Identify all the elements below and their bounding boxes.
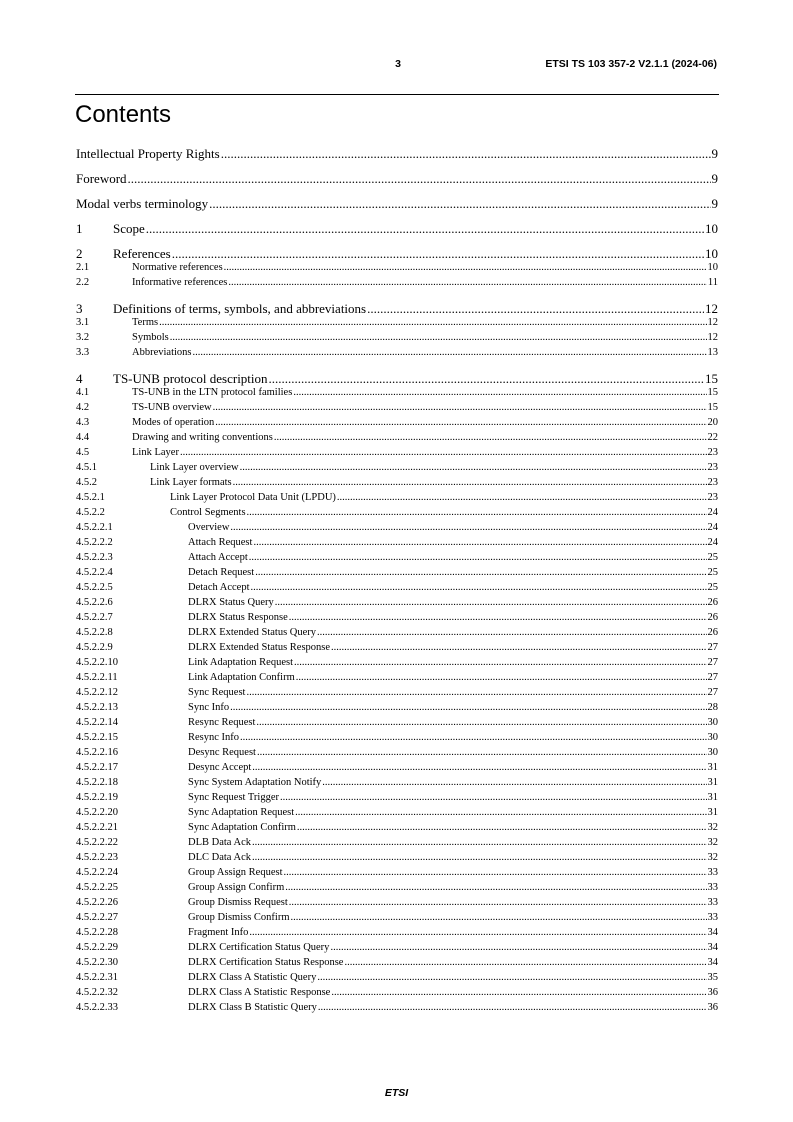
toc-entry-number: 4.5.2.2.11 [76, 672, 118, 683]
toc-entry-page: 33 [707, 867, 718, 878]
toc-entry-label: Symbols [132, 332, 169, 343]
toc-entry-number: 4.5.2.2.10 [76, 657, 118, 668]
toc-leader-dots [249, 927, 706, 938]
toc-entry-page: 10 [705, 221, 718, 236]
toc-entry[interactable] [76, 522, 718, 533]
toc-entry-number: 4.5.2.2.14 [76, 717, 118, 728]
toc-entry-label: Link Adaptation Request [188, 657, 293, 668]
toc-entry-page: 31 [707, 777, 718, 788]
toc-leader-dots [296, 672, 707, 683]
toc-entry-page: 15 [707, 387, 718, 398]
toc-entry-label: Sync Request Trigger [188, 792, 280, 803]
toc-entry-label: TS-UNB in the LTN protocol families [132, 387, 293, 398]
toc-entry-number: 4.5.2 [76, 477, 97, 488]
toc-entry-page: 11 [707, 277, 718, 288]
toc-leader-dots [240, 462, 707, 473]
toc-entry[interactable] [76, 867, 718, 878]
toc-leader-dots [274, 432, 707, 443]
toc-entry-number: 4.5.2.2.2 [76, 537, 113, 548]
toc-entry-page: 10 [707, 262, 718, 273]
toc-leader-dots [285, 882, 706, 893]
toc-leader-dots [330, 942, 706, 953]
toc-entry-number: 4.5.2.1 [76, 492, 105, 503]
toc-entry-page: 32 [707, 822, 718, 833]
toc-entry[interactable] [76, 702, 718, 713]
toc-entry-label: Group Dismiss Confirm [188, 912, 290, 923]
toc-entry[interactable] [76, 371, 718, 387]
toc-entry-page: 23 [707, 447, 718, 458]
toc-entry-label: Control Segments [170, 507, 246, 518]
toc-entry-number: 3.1 [76, 317, 90, 328]
toc-entry-page: 9 [711, 171, 718, 186]
toc-entry-number: 2.1 [76, 262, 90, 273]
toc-entry[interactable] [76, 171, 718, 187]
toc-entry-label: Modal verbs terminology [76, 196, 209, 211]
toc-entry-page: 23 [707, 477, 718, 488]
toc-entry-number: 4.5.2.2.19 [76, 792, 118, 803]
toc-entry-label: Detach Request [188, 567, 255, 578]
toc-leader-dots [294, 657, 707, 668]
toc-entry-label: DLRX Certification Status Response [188, 957, 344, 968]
toc-entry[interactable] [76, 792, 718, 803]
toc-entry-label: Modes of operation [132, 417, 215, 428]
toc-entry[interactable] [76, 262, 718, 273]
toc-entry-page: 27 [707, 687, 718, 698]
toc-leader-dots [224, 262, 707, 273]
toc-entry[interactable] [76, 927, 718, 938]
header-rule [75, 94, 719, 95]
toc-entry-page: 28 [707, 702, 718, 713]
toc-entry-label: Resync Request [188, 717, 256, 728]
toc-entry-page: 15 [705, 371, 718, 386]
toc-entry[interactable] [76, 221, 718, 237]
toc-entry-label: Group Assign Request [188, 867, 283, 878]
toc-entry[interactable] [76, 672, 718, 683]
toc-entry-label: Attach Request [188, 537, 253, 548]
toc-leader-dots [146, 221, 704, 237]
toc-entry[interactable] [76, 301, 718, 317]
toc-entry-number: 4.5.2.2.17 [76, 762, 118, 773]
toc-entry-page: 12 [707, 332, 718, 343]
toc-entry-label: Link Layer formats [150, 477, 232, 488]
toc-entry-number: 4.5.2.2.6 [76, 597, 113, 608]
toc-entry-page: 31 [707, 792, 718, 803]
toc-leader-dots [247, 507, 707, 518]
toc-entry-page: 33 [707, 912, 718, 923]
toc-leader-dots [291, 912, 707, 923]
toc-entry[interactable] [76, 492, 718, 503]
toc-entry-label: DLC Data Ack [188, 852, 251, 863]
toc-leader-dots [297, 822, 707, 833]
toc-entry[interactable] [76, 432, 718, 443]
toc-entry[interactable] [76, 447, 718, 458]
toc-entry[interactable] [76, 957, 718, 968]
toc-entry-number: 1 [76, 221, 83, 236]
toc-entry-label: DLRX Certification Status Query [188, 942, 330, 953]
toc-entry-label: Intellectual Property Rights [76, 146, 220, 161]
toc-entry-page: 10 [705, 246, 718, 261]
toc-leader-dots [331, 642, 706, 653]
toc-entry-page: 34 [707, 942, 718, 953]
toc-leader-dots [367, 301, 704, 317]
toc-entry-label: Definitions of terms, symbols, and abbreviations [113, 301, 367, 316]
toc-leader-dots [344, 957, 706, 968]
toc-entry-page: 32 [707, 837, 718, 848]
toc-leader-dots [280, 792, 706, 803]
toc-leader-dots [284, 867, 707, 878]
toc-entry-label: Desync Accept [188, 762, 252, 773]
toc-entry-number: 4.5.2.2.29 [76, 942, 118, 953]
page-number: 3 [395, 58, 401, 70]
toc-entry-number: 4.3 [76, 417, 90, 428]
toc-entry-number: 4.5.2.2.3 [76, 552, 113, 563]
toc-entry-label: TS-UNB protocol description [113, 371, 268, 386]
toc-entry[interactable] [76, 317, 718, 328]
toc-entry[interactable] [76, 912, 718, 923]
toc-entry[interactable] [76, 417, 718, 428]
toc-entry[interactable] [76, 387, 718, 398]
toc-entry-label: DLRX Class B Statistic Query [188, 1002, 317, 1013]
toc-entry-label: DLRX Extended Status Response [188, 642, 331, 653]
toc-entry-number: 4.5.2.2.24 [76, 867, 118, 878]
toc-leader-dots [289, 612, 707, 623]
toc-leader-dots [289, 897, 707, 908]
toc-leader-dots [257, 747, 707, 758]
toc-entry-number: 4.5.2.2 [76, 507, 105, 518]
toc-entry-page: 24 [707, 507, 718, 518]
toc-leader-dots [252, 852, 707, 863]
toc-entry-page: 9 [711, 196, 718, 211]
toc-entry-page: 22 [707, 432, 718, 443]
toc-entry-page: 9 [711, 146, 718, 161]
toc-entry[interactable] [76, 347, 718, 358]
toc-entry-page: 34 [707, 957, 718, 968]
toc-entry[interactable] [76, 897, 718, 908]
toc-entry-number: 4.5.2.2.31 [76, 972, 118, 983]
toc-entry-label: Overview [188, 522, 230, 533]
toc-entry-label: Sync Adaptation Request [188, 807, 295, 818]
toc-entry-page: 24 [707, 522, 718, 533]
toc-entry-label: Attach Accept [188, 552, 248, 563]
toc-entry-label: Link Layer [132, 447, 179, 458]
toc-entry[interactable] [76, 477, 718, 488]
toc-entry-number: 4.5.2.2.32 [76, 987, 118, 998]
toc-entry-label: DLB Data Ack [188, 837, 251, 848]
toc-entry-page: 30 [707, 732, 718, 743]
page-title: Contents [75, 101, 172, 128]
toc-entry[interactable] [76, 807, 718, 818]
toc-entry-label: DLRX Status Response [188, 612, 288, 623]
toc-entry-page: 31 [707, 807, 718, 818]
toc-entry-label: TS-UNB overview [132, 402, 212, 413]
toc-entry-number: 4.5.2.2.4 [76, 567, 113, 578]
toc-leader-dots [233, 477, 707, 488]
toc-entry-label: Group Assign Confirm [188, 882, 285, 893]
toc-entry-label: Normative references [132, 262, 223, 273]
toc-leader-dots [293, 387, 706, 398]
toc-leader-dots [228, 277, 707, 288]
toc-entry-label: References [113, 246, 171, 261]
toc-entry-label: Fragment Info [188, 927, 249, 938]
toc-leader-dots [318, 1002, 707, 1013]
toc-entry-number: 4.5.2.2.15 [76, 732, 118, 743]
toc-entry-label: Detach Accept [188, 582, 250, 593]
toc-entry-label: Group Dismiss Request [188, 897, 288, 908]
toc-entry[interactable] [76, 822, 718, 833]
toc-leader-dots [230, 522, 706, 533]
toc-entry-label: Link Layer Protocol Data Unit (LPDU) [170, 492, 336, 503]
toc-leader-dots [253, 537, 706, 548]
toc-entry-number: 4 [76, 371, 83, 386]
toc-entry[interactable] [76, 537, 718, 548]
toc-entry-label: Link Adaptation Confirm [188, 672, 295, 683]
toc-entry-label: DLRX Extended Status Query [188, 627, 317, 638]
toc-entry-page: 24 [707, 537, 718, 548]
toc-entry-label: Desync Request [188, 747, 256, 758]
toc-leader-dots [240, 732, 706, 743]
toc-leader-dots [252, 837, 707, 848]
toc-entry[interactable] [76, 837, 718, 848]
toc-leader-dots [251, 582, 707, 593]
document-id: ETSI TS 103 357-2 V2.1.1 (2024-06) [545, 58, 717, 70]
toc-entry-page: 26 [707, 612, 718, 623]
toc-entry-page: 34 [707, 927, 718, 938]
toc-entry-number: 4.2 [76, 402, 90, 413]
toc-entry-label: Terms [132, 317, 159, 328]
toc-entry[interactable] [76, 277, 718, 288]
toc-entry-number: 4.5.2.2.12 [76, 687, 118, 698]
toc-leader-dots [221, 146, 711, 162]
toc-entry-page: 12 [705, 301, 718, 316]
toc-entry-number: 4.5.1 [76, 462, 97, 473]
toc-leader-dots [209, 196, 710, 212]
toc-entry[interactable] [76, 882, 718, 893]
toc-leader-dots [317, 627, 706, 638]
toc-entry-number: 4.5 [76, 447, 90, 458]
toc-entry-label: Abbreviations [132, 347, 192, 358]
toc-entry-number: 4.5.2.2.18 [76, 777, 118, 788]
toc-entry-label: Sync Info [188, 702, 230, 713]
toc-entry[interactable] [76, 972, 718, 983]
toc-entry[interactable] [76, 332, 718, 343]
toc-entry-label: DLRX Class A Statistic Query [188, 972, 317, 983]
toc-entry[interactable] [76, 196, 718, 212]
toc-entry[interactable] [76, 612, 718, 623]
toc-leader-dots [170, 332, 707, 343]
toc-leader-dots [322, 777, 706, 788]
toc-entry-number: 4.5.2.2.13 [76, 702, 118, 713]
toc-entry-number: 4.5.2.2.7 [76, 612, 113, 623]
toc-leader-dots [230, 702, 706, 713]
toc-entry[interactable] [76, 597, 718, 608]
toc-entry[interactable] [76, 642, 718, 653]
toc-entry-number: 2.2 [76, 277, 90, 288]
toc-entry-label: DLRX Class A Statistic Response [188, 987, 331, 998]
toc-entry-page: 15 [707, 402, 718, 413]
toc-entry-number: 3.3 [76, 347, 90, 358]
toc-leader-dots [215, 417, 706, 428]
toc-leader-dots [249, 552, 707, 563]
toc-entry[interactable] [76, 747, 718, 758]
toc-entry[interactable] [76, 657, 718, 668]
toc-entry-number: 3 [76, 301, 83, 316]
toc-entry[interactable] [76, 852, 718, 863]
toc-leader-dots [246, 687, 706, 698]
toc-entry-page: 13 [707, 347, 718, 358]
toc-leader-dots [317, 972, 706, 983]
toc-entry[interactable] [76, 987, 718, 998]
toc-entry-number: 4.5.2.2.8 [76, 627, 113, 638]
toc-entry-number: 4.4 [76, 432, 90, 443]
toc-leader-dots [331, 987, 706, 998]
toc-leader-dots [193, 347, 707, 358]
toc-entry-page: 25 [707, 552, 718, 563]
toc-leader-dots [269, 371, 704, 387]
toc-leader-dots [252, 762, 706, 773]
toc-entry-page: 23 [707, 492, 718, 503]
toc-entry-label: Sync Request [188, 687, 246, 698]
toc-entry-page: 27 [707, 642, 718, 653]
toc-entry-number: 4.5.2.2.25 [76, 882, 118, 893]
toc-entry-number: 4.5.2.2.20 [76, 807, 118, 818]
toc-entry-number: 4.5.2.2.23 [76, 852, 118, 863]
toc-entry-number: 2 [76, 246, 83, 261]
toc-entry-page: 26 [707, 597, 718, 608]
toc-entry[interactable] [76, 762, 718, 773]
toc-entry-page: 36 [707, 987, 718, 998]
toc-entry-label: DLRX Status Query [188, 597, 274, 608]
toc-entry-number: 4.5.2.2.33 [76, 1002, 118, 1013]
toc-entry-label: Drawing and writing conventions [132, 432, 273, 443]
footer-etsi: ETSI [384, 1087, 409, 1099]
toc-entry-page: 27 [707, 672, 718, 683]
toc-entry-number: 4.5.2.2.22 [76, 837, 118, 848]
toc-entry-page: 25 [707, 582, 718, 593]
toc-entry-number: 3.2 [76, 332, 90, 343]
toc-entry-page: 26 [707, 627, 718, 638]
toc-entry[interactable] [76, 717, 718, 728]
toc-entry-number: 4.5.2.2.5 [76, 582, 113, 593]
toc-entry[interactable] [76, 687, 718, 698]
toc-leader-dots [172, 246, 704, 262]
toc-entry-number: 4.5.2.2.9 [76, 642, 113, 653]
toc-entry-page: 33 [707, 882, 718, 893]
toc-entry-page: 12 [707, 317, 718, 328]
toc-entry-page: 31 [707, 762, 718, 773]
toc-entry-page: 35 [707, 972, 718, 983]
toc-entry-page: 32 [707, 852, 718, 863]
toc-entry-page: 27 [707, 657, 718, 668]
toc-entry-number: 4.5.2.2.30 [76, 957, 118, 968]
toc-entry-page: 33 [707, 897, 718, 908]
toc-entry[interactable] [76, 246, 718, 262]
toc-leader-dots [275, 597, 707, 608]
toc-entry-number: 4.1 [76, 387, 90, 398]
toc-entry-label: Resync Info [188, 732, 240, 743]
toc-entry[interactable] [76, 402, 718, 413]
toc-leader-dots [337, 492, 707, 503]
toc-entry-label: Sync Adaptation Confirm [188, 822, 296, 833]
toc-entry[interactable] [76, 552, 718, 563]
toc-entry-label: Scope [113, 221, 145, 236]
toc-entry-label: Link Layer overview [150, 462, 239, 473]
toc-entry-number: 4.5.2.2.16 [76, 747, 118, 758]
toc-entry-number: 4.5.2.2.28 [76, 927, 118, 938]
toc-leader-dots [256, 717, 706, 728]
toc-entry[interactable] [76, 627, 718, 638]
toc-entry[interactable] [76, 732, 718, 743]
toc-entry-number: 4.5.2.2.26 [76, 897, 118, 908]
toc-entry-page: 23 [707, 462, 718, 473]
toc-entry-number: 4.5.2.2.21 [76, 822, 118, 833]
toc-entry-label: Foreword [76, 171, 127, 186]
toc-entry-label: Sync System Adaptation Notify [188, 777, 322, 788]
toc-entry-number: 4.5.2.2.1 [76, 522, 113, 533]
toc-entry[interactable] [76, 777, 718, 788]
toc-entry[interactable] [76, 462, 718, 473]
toc-leader-dots [128, 171, 711, 187]
toc-entry[interactable] [76, 1002, 718, 1013]
toc-leader-dots [159, 317, 706, 328]
toc-entry[interactable] [76, 942, 718, 953]
toc-entry-page: 20 [707, 417, 718, 428]
toc-entry-label: Informative references [132, 277, 228, 288]
toc-entry[interactable] [76, 507, 718, 518]
toc-entry-page: 30 [707, 747, 718, 758]
toc-entry-number: 4.5.2.2.27 [76, 912, 118, 923]
toc-entry[interactable] [76, 567, 718, 578]
toc-entry-page: 30 [707, 717, 718, 728]
toc-leader-dots [295, 807, 706, 818]
toc-leader-dots [255, 567, 706, 578]
toc-leader-dots [213, 402, 707, 413]
toc-leader-dots [180, 447, 707, 458]
toc-entry[interactable] [76, 146, 718, 162]
toc-entry-page: 36 [707, 1002, 718, 1013]
toc-entry[interactable] [76, 582, 718, 593]
toc-entry-page: 25 [707, 567, 718, 578]
